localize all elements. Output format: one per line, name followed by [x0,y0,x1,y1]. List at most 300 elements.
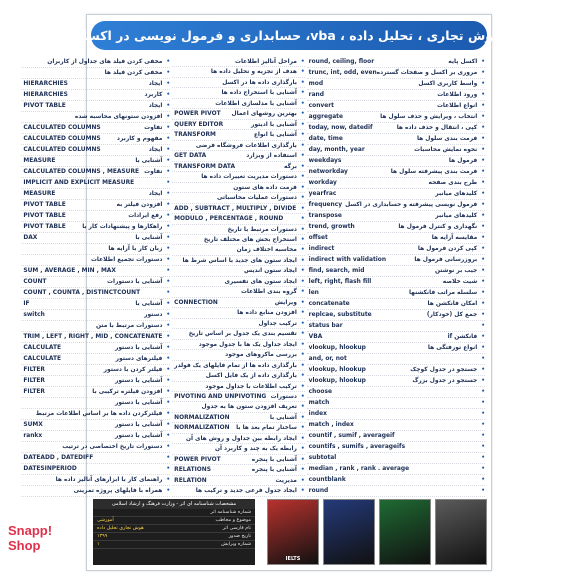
topic-keyword [172,88,174,97]
bullet-icon: • [481,334,485,340]
topic-row [172,183,305,193]
banner-title: هوش تجاری ، تحلیل داده ، vba، حسابداری و فرمول نویسی در اکسل [76,28,502,43]
topic-row [21,145,170,156]
bullet-icon: • [481,202,485,208]
topic-keyword: round, ceiling, floor [308,59,375,65]
title-banner [76,21,502,50]
topic-text [93,453,164,463]
bullet-icon: • [300,247,305,254]
topic-text: مروری بر اکسل و صفحات گسترده [376,70,478,76]
topic-keyword [172,57,174,66]
topic-keyword: yearfrac [308,191,337,197]
topic-keyword [172,225,174,234]
topic-keyword: CALCULATED COLUMNS , MEASURE [23,169,139,175]
topic-row [307,442,485,453]
topic-keyword: trend, growth [308,224,355,230]
topic-keyword [172,319,174,328]
topic-text [140,288,164,298]
topic-text: بارگذاری داده از یک فایل اکسل [205,373,297,380]
topic-text: دستورات [270,394,297,400]
topic-text: شیت خلاصه [442,279,478,285]
topic-row [172,109,305,119]
topic-row [172,392,305,402]
topic-keyword: replcae, substitute [308,312,372,318]
topic-text: ایجاد [148,147,163,153]
spec-value: هوش تجاری تحلیل داده [97,526,144,531]
bullet-icon: • [481,180,485,186]
topic-keyword: round [308,488,329,494]
topic-text: انواع تورفتگی ها [427,345,478,351]
topic-text [332,387,479,397]
bullet-icon: • [300,373,305,380]
topic-row [172,423,305,433]
topic-keyword [21,442,23,452]
topic-keyword: choose [308,389,332,395]
bullet-icon: • [481,147,485,153]
topic-text: بروزرسانی فرمول ها [414,257,478,263]
topic-text: تفاوت [144,169,163,175]
bullet-icon: • [300,90,305,97]
topic-row [21,211,170,222]
topic-keyword [172,350,174,359]
spec-header: مشخصات شناسنامه ای اثر - وزارت فرهنگ و ارشاد اسلامی [93,499,255,509]
topic-text: فیلترهای دستور [115,356,163,362]
topic-keyword: date, time [308,136,343,142]
topic-keyword: TRIM , LEFT , RIGHT , MID , CONCATENATE [23,334,163,340]
topic-keyword [172,172,174,181]
topic-row [307,409,485,420]
bullet-icon: • [300,236,305,243]
bullet-icon: • [481,466,485,472]
topic-keyword: SUM , AVERAGE , MIN , MAX [23,268,116,274]
topic-row [307,68,485,79]
topic-keyword: day, month, year [308,147,365,153]
topic-row [307,453,485,464]
topic-row [172,67,305,77]
bullet-icon: • [166,224,171,230]
topic-keyword [21,486,23,496]
topic-keyword [172,235,174,244]
topic-keyword [172,329,174,338]
bullet-icon: • [166,147,171,153]
topic-keyword [172,340,174,349]
topic-keyword: vlookup, hlookup [308,345,366,351]
spec-label: شماره ویرایش [221,542,251,547]
topic-row [21,68,170,79]
topic-keyword: DAX [23,235,38,241]
bullet-icon: • [481,477,485,483]
bullet-icon: • [300,352,305,359]
bullet-icon: • [481,301,485,307]
bullet-icon: • [166,268,171,274]
brand-line1: Snapp! [8,523,53,538]
bullet-icon: • [166,356,171,362]
topic-text: آشنایی با مدلسازی اطلاعات [215,100,297,107]
topic-keyword: subtotal [308,455,337,461]
topic-keyword: trunc, int, odd, even [308,70,377,76]
topic-row [172,88,305,98]
topic-keyword: indirect with validation [308,257,387,263]
topic-row [307,475,485,486]
bullet-icon: • [300,456,305,463]
topic-text: ایجاد رابطه بین جداول و روش های آن [185,435,297,442]
topic-row [307,79,485,90]
topic-row [172,402,305,412]
bullet-icon: • [166,59,171,65]
topic-text: بارگذاری داده ها از تمام فایلهای یک فولدر [174,362,297,369]
topic-keyword [172,183,174,192]
topic-row [307,431,485,442]
topic-keyword: PIVOTING AND UNPIVOTING [174,394,267,400]
topic-keyword [21,398,23,408]
bullet-icon: • [166,433,171,439]
topic-row [21,244,170,255]
topic-text: راهنمای کار با ابزارهای آنالیز داده ها [55,477,163,483]
topic-row [21,321,170,332]
topic-keyword [21,244,23,254]
topic-text: مخفی کردن فیلد ها [104,70,163,76]
topic-row [307,398,485,409]
bullet-icon: • [166,125,171,131]
topic-text: آشنایی با دستور [114,422,163,428]
topic-text [162,332,164,342]
topic-keyword: ADD , SUBTRACT , MULTIPLY , DIVIDE [174,205,297,212]
topic-keyword: and, or, not [308,356,347,362]
topic-text: بهترین روشهای اعمال [231,111,297,118]
topic-row [21,167,170,178]
topic-keyword: TRANSFORM [174,132,216,139]
bullet-icon: • [300,488,305,495]
bullet-icon: • [300,341,305,348]
topic-keyword: HIERARCHIES [23,92,68,98]
topic-keyword: MODULO , PERCENTAGE , ROUND [174,216,284,223]
topic-row [307,112,485,123]
topic-text: ایجاد [148,103,163,109]
topic-row [307,464,485,475]
bullet-icon: • [166,169,171,175]
topic-row [21,387,170,398]
bullet-icon: • [481,488,485,494]
topic-row [21,464,170,475]
topic-text: استفاده از ویزارد [246,153,297,160]
topic-row [172,225,305,235]
topic-keyword: PIVOT TABLE [23,213,66,219]
topic-keyword [172,193,174,202]
topic-text [296,204,299,213]
topic-keyword: RELATION [174,477,207,484]
topic-row [21,376,170,387]
bullet-icon: • [166,257,171,263]
topics-column-2 [172,57,305,497]
bullet-icon: • [481,455,485,461]
bullet-icon: • [300,142,305,149]
topic-text: جیب بر نوشتن [434,268,478,274]
bullet-icon: • [300,111,305,118]
bullet-icon: • [300,383,305,390]
topic-keyword [21,321,23,331]
topic-keyword: transpose [308,213,342,219]
topic-keyword: CONNECTION [174,299,218,306]
spec-table [93,499,255,565]
topic-row [172,287,305,297]
topic-text: انتخاب ، ویرایش و حذف سلول ها [380,114,478,120]
footer [91,499,487,567]
bullet-icon: • [481,323,485,329]
bullet-icon: • [300,132,305,139]
spec-value: آموزشی [97,518,114,523]
topic-keyword: HIERARCHIES [23,81,68,87]
topic-row [307,321,485,332]
topic-text [116,266,165,276]
topic-text: آشنایی با [269,414,297,421]
bullet-icon: • [166,246,171,252]
bullet-icon: • [481,114,485,120]
topic-text: سلسله مراتب فانکشنها [408,290,478,296]
topic-text [77,464,165,474]
topic-text: کلیدهای میانبر [435,213,478,219]
bullet-icon: • [300,205,305,212]
topic-row [307,145,485,156]
topic-text: کلیدهای میانبر [435,191,478,197]
bullet-icon: • [166,213,171,219]
topic-text: آشنایی با پنجره [251,456,297,463]
topic-row [21,123,170,134]
topic-row [172,329,305,339]
bullet-icon: • [481,389,485,395]
topic-text [343,321,480,331]
topic-text: آشنایی با دستور [114,378,163,384]
topic-row [21,156,170,167]
topic-row [307,57,485,68]
bullet-icon: • [166,411,171,417]
topic-row [307,387,485,398]
topic-keyword: find, search, mid [308,268,365,274]
topic-keyword: FILTER [23,378,45,384]
topic-text: افزودن ستونهای محاسبه شده [74,114,163,120]
topic-row [307,178,485,189]
topic-keyword [172,99,174,108]
spec-line [93,509,255,517]
topic-keyword [172,141,174,150]
topic-keyword [172,444,174,453]
topic-text: ایجاد ستون های تفسیری [224,278,297,285]
bullet-icon: • [300,195,305,202]
topic-row [21,189,170,200]
topic-text [336,453,479,463]
bullet-icon: • [300,414,305,421]
topic-keyword [172,371,174,380]
bullet-icon: • [166,378,171,384]
bullet-icon: • [300,299,305,306]
bullet-icon: • [300,278,305,285]
topic-row [172,78,305,88]
bullet-icon: • [481,246,485,252]
topic-keyword: indirect [308,246,335,252]
topic-keyword [172,78,174,87]
topic-text: همراه با فایلهای پروژه تمرینی [73,488,163,494]
bullet-icon: • [300,226,305,233]
topic-text: نگهداری و کنترل فرمول ها [398,224,478,230]
topic-row [172,413,305,423]
topic-row [21,255,170,266]
topic-text: تعریف افزودن ستون ها به جدول [201,404,297,411]
bullet-icon: • [166,455,171,461]
topic-row [307,90,485,101]
topic-row [172,256,305,266]
topic-text: انواع اطلاعات [437,103,478,109]
topic-keyword: QUERY EDITOR [174,121,224,128]
topic-keyword [172,277,174,286]
topic-row [172,214,305,224]
topic-row [172,434,305,444]
topic-row [172,340,305,350]
topic-row [172,298,305,308]
topic-keyword [172,287,174,296]
topic-row [307,211,485,222]
product-box [267,499,319,565]
topic-row [307,233,485,244]
topic-keyword [172,67,174,76]
topic-text: ایجاد جدول فرعی جدید و ترکیب ها [195,488,297,495]
topic-keyword: MEASURE [23,158,56,164]
topic-row [172,204,305,214]
topic-row [307,244,485,255]
bullet-icon: • [481,224,485,230]
bullet-icon: • [481,103,485,109]
topic-keyword: PIVOT TABLE [23,202,66,208]
topic-row [21,398,170,409]
topic-row [21,266,170,277]
topic-row [307,376,485,387]
topic-row [172,361,305,371]
topic-text: ورود اطلاعات [437,92,478,98]
product-box [435,499,487,565]
topic-row [21,354,170,365]
bullet-icon: • [481,213,485,219]
bullet-icon: • [481,81,485,87]
topic-keyword: GET DATA [174,153,207,160]
topic-keyword: CALCULATED COLUMNS [23,136,101,142]
bullet-icon: • [300,184,305,191]
topic-row [172,455,305,465]
topic-keyword: match , index [308,422,354,428]
bullet-icon: • [300,59,305,65]
bullet-icon: • [481,158,485,164]
topic-keyword [172,361,174,370]
bullet-icon: • [481,378,485,384]
topic-keyword: workday [308,180,337,186]
spec-value: ۱ [97,542,100,547]
topic-row [307,156,485,167]
topic-text: آشنایی با دستور [114,345,163,351]
topic-row [307,332,485,343]
bullet-icon: • [166,400,171,406]
topic-keyword [172,308,174,317]
topic-keyword: countifs , sumifs , averageifs [308,444,406,450]
topic-keyword: TRANSFORM DATA [174,163,236,170]
topic-text: بارگذاری اطلاعات فروشگاه فرضی [195,142,297,149]
topic-keyword: VBA [308,334,323,340]
topic-keyword: NORMALIZATION [174,414,230,421]
topic-row [172,371,305,381]
spec-label: شماره شناسنامه اثر [210,510,251,515]
topic-keyword: PIVOT TABLE [23,224,66,230]
bullet-icon: • [481,290,485,296]
topic-text: برگه [284,163,297,170]
topic-keyword: RELATIONS [174,467,211,474]
spec-line [93,533,255,541]
topic-row [172,130,305,140]
topic-row [172,99,305,109]
topic-row [307,288,485,299]
topics-column-3 [21,57,170,497]
topic-keyword: concatenate [308,301,350,307]
topic-row [172,308,305,318]
bullet-icon: • [300,289,305,296]
topic-text [134,178,164,188]
topic-text [346,475,479,485]
bullet-icon: • [300,174,305,181]
topic-keyword: countif , sumif , averageif [308,433,395,439]
topic-row [21,310,170,321]
topic-text: فرمت بندی سلول ها [416,136,478,142]
topic-text: ساختار تمام بعد ها با [236,425,297,432]
topic-row [307,354,485,365]
topic-row [21,409,170,420]
topic-text: ایجاد [148,191,163,197]
bullet-icon: • [166,279,171,285]
topic-row [21,79,170,90]
topic-keyword [172,402,174,411]
bullet-icon: • [300,394,305,400]
topic-text [329,398,479,408]
topic-row [172,141,305,151]
topic-row [307,299,485,310]
topic-keyword [21,475,23,485]
topic-text: افزودن منابع داده ها [237,310,297,317]
topic-row [172,476,305,486]
topic-keyword: MEASURE [23,191,56,197]
bullet-icon: • [300,477,305,484]
topic-keyword [172,266,174,275]
topic-keyword: index [308,411,327,417]
topic-text: استخراج بخش های مختلف تاریخ [203,236,297,243]
topic-row [21,453,170,464]
spec-line [93,517,255,525]
bullet-icon: • [481,125,485,131]
topic-text: افزودن فیلتر به [116,202,163,208]
bullet-icon: • [300,404,305,411]
spec-value: ۱۳۹۹ [97,534,108,539]
topic-text [327,409,479,419]
bullet-icon: • [300,425,305,432]
topic-keyword: today, now, datedif [308,125,373,131]
bullet-icon: • [300,435,305,442]
topic-text: فانکشن if [447,334,478,340]
topic-row [21,277,170,288]
topic-text: اکسل پایه [448,59,478,65]
topic-row [21,222,170,233]
spec-line [93,525,255,533]
topic-keyword: COUNT [23,279,47,285]
topic-row [307,365,485,376]
topic-text: مقایسه آرایه ها [431,235,478,241]
topic-keyword [21,57,23,67]
topic-row [307,277,485,288]
bullet-icon: • [300,362,305,369]
topic-row [21,200,170,211]
topic-keyword: switch [23,312,45,318]
